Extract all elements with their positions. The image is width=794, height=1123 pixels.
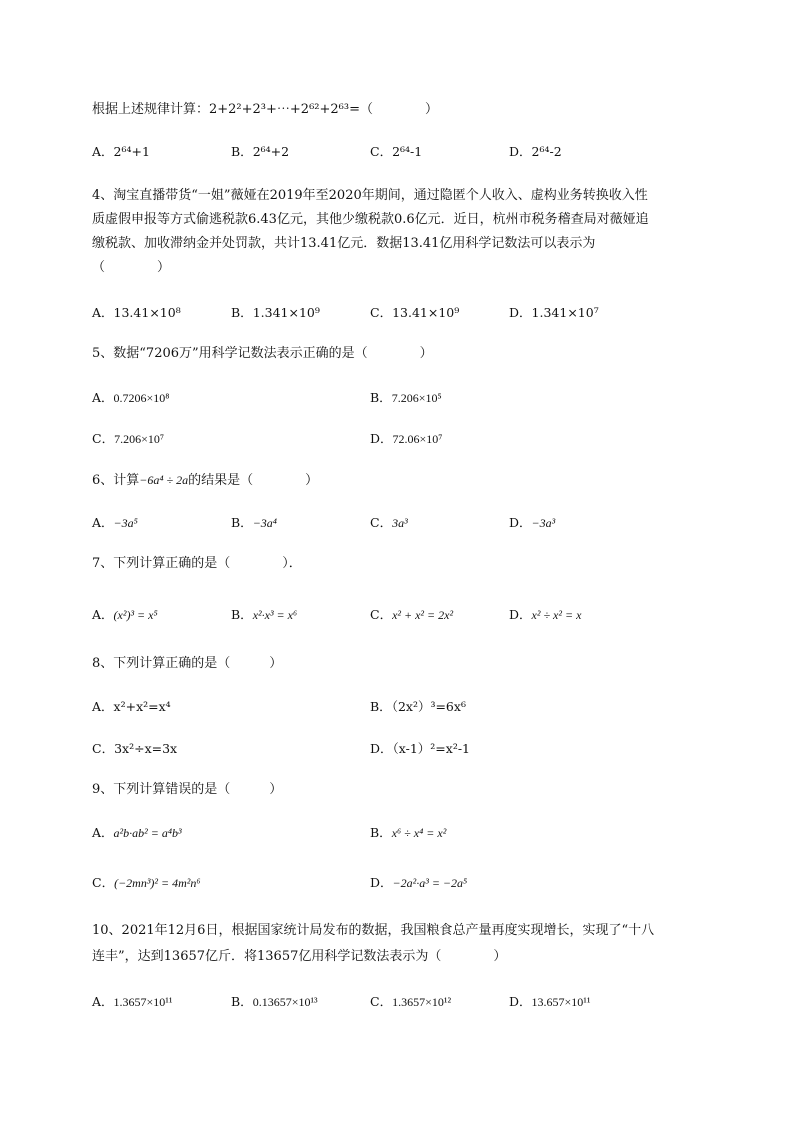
- option-label: B．: [370, 390, 392, 405]
- q7-stem: 7、下列计算正确的是（ ）．: [92, 556, 302, 571]
- q5-option-d[interactable]: [370, 429, 442, 449]
- option-text: 13.41×10⁹: [392, 305, 460, 320]
- q7-option-d[interactable]: [509, 605, 581, 625]
- option-label: A．: [92, 825, 114, 840]
- option-label: C．: [92, 741, 115, 756]
- option-label: C．: [92, 431, 115, 446]
- option-text: 3a³: [392, 516, 408, 530]
- option-text: x² + x² = 2x²: [392, 608, 454, 622]
- option-label: B．: [231, 305, 253, 320]
- q7-option-a[interactable]: [92, 605, 158, 625]
- stem-formula: −6a⁴ ÷ 2a: [139, 473, 189, 487]
- q4-stem-line-3: 缴税款、加收滞纳金并处罚款，共计13.41亿元．数据13.41亿用科学记数法可以表示为: [92, 236, 596, 251]
- option-label: C．: [370, 305, 393, 320]
- q4-option-b[interactable]: [231, 303, 320, 323]
- q5-option-a[interactable]: [92, 388, 169, 408]
- q4-stem-line-2: 质虚假申报等方式偷逃税款6.43亿元，其他少缴税款0.6亿元．近日，杭州市税务稽查局对薇娅追: [92, 212, 649, 227]
- option-label: A．: [92, 699, 114, 714]
- option-text: x⁶ ÷ x⁴ = x²: [391, 826, 447, 840]
- q10-option-b[interactable]: [231, 992, 318, 1012]
- q8-option-c[interactable]: [92, 739, 177, 759]
- q4-option-c[interactable]: [370, 303, 459, 323]
- option-label: C．: [370, 144, 393, 159]
- option-text: 1.3657×10¹²: [392, 995, 452, 1009]
- option-text: 1.341×10⁹: [252, 305, 320, 320]
- q7-option-c[interactable]: [370, 605, 453, 625]
- option-text: x² ÷ x² = x: [531, 608, 582, 622]
- option-label: A．: [92, 994, 114, 1009]
- q9-stem: 9、下列计算错误的是（ ）: [92, 782, 283, 797]
- q3-option-c[interactable]: [370, 142, 422, 162]
- q6-option-c[interactable]: [370, 513, 408, 533]
- option-label: A．: [92, 305, 114, 320]
- option-label: D．: [509, 305, 532, 320]
- q6-option-d[interactable]: [509, 513, 555, 533]
- stem-text: 6、计算: [92, 473, 140, 488]
- q9-option-b[interactable]: [370, 823, 446, 843]
- option-label: A．: [92, 515, 114, 530]
- option-label: D．: [509, 515, 532, 530]
- option-text: 7.206×10⁷: [114, 432, 165, 446]
- q3-option-a[interactable]: [92, 142, 150, 162]
- q5-option-b[interactable]: [370, 388, 442, 408]
- option-text: 7.206×10⁵: [391, 391, 442, 405]
- option-label: A．: [92, 144, 114, 159]
- option-label: C．: [370, 607, 393, 622]
- option-label: D．: [370, 741, 393, 756]
- q4-stem-line-1: 4、淘宝直播带货“一姐”薇娅在2019年至2020年期间，通过隐匿个人收入、虚构业务转换收入性: [92, 188, 648, 203]
- option-label: C．: [92, 875, 115, 890]
- option-text: −2a²·a³ = −2a⁵: [392, 876, 468, 890]
- option-text: 2⁶⁴-1: [392, 144, 423, 159]
- option-text: x²+x²=x⁴: [113, 699, 171, 714]
- option-text: 2⁶⁴-2: [531, 144, 562, 159]
- option-text: −3a⁵: [113, 516, 138, 530]
- option-label: B．: [231, 515, 253, 530]
- option-text: 3x²÷x=3x: [114, 741, 178, 756]
- option-text: 2⁶⁴+2: [252, 144, 290, 159]
- option-label: D．: [509, 144, 532, 159]
- option-label: D．: [370, 875, 393, 890]
- option-label: A．: [92, 390, 114, 405]
- q3-stem: 根据上述规律计算：2+2²+2³+⋯+2⁶²+2⁶³=（ ）: [92, 102, 438, 117]
- q5-stem: 5、数据“7206万”用科学记数法表示正确的是（ ）: [92, 346, 433, 361]
- option-text: （x-1）²=x²-1: [392, 741, 471, 756]
- q4-option-a[interactable]: [92, 303, 181, 323]
- q6-stem: [92, 470, 318, 491]
- option-text: −3a⁴: [252, 516, 277, 530]
- option-text: (−2mn³)² = 4m²n⁶: [114, 876, 201, 890]
- q10-option-c[interactable]: [370, 992, 451, 1012]
- option-label: B．: [231, 144, 253, 159]
- q3-option-d[interactable]: [509, 142, 562, 162]
- q4-option-d[interactable]: [509, 303, 599, 323]
- option-label: D．: [509, 607, 532, 622]
- q6-option-a[interactable]: [92, 513, 138, 533]
- q5-option-c[interactable]: [92, 429, 164, 449]
- q10-option-d[interactable]: [509, 992, 591, 1012]
- option-text: 0.13657×10¹³: [252, 995, 318, 1009]
- option-label: A．: [92, 607, 114, 622]
- q3-option-b[interactable]: [231, 142, 289, 162]
- q7-option-b[interactable]: [231, 605, 297, 625]
- option-label: B．: [370, 825, 392, 840]
- option-text: (x²)³ = x⁵: [113, 608, 158, 622]
- option-text: 72.06×10⁷: [392, 432, 443, 446]
- option-text: −3a³: [531, 516, 556, 530]
- option-text: 13.41×10⁸: [113, 305, 181, 320]
- option-label: B．: [231, 994, 253, 1009]
- q8-stem: 8、下列计算正确的是（ ）: [92, 656, 283, 671]
- option-text: a²b·ab² = a⁴b³: [113, 826, 182, 840]
- q8-option-a[interactable]: [92, 697, 171, 717]
- q9-option-d[interactable]: [370, 873, 467, 893]
- option-label: B．: [370, 699, 392, 714]
- option-text: x²·x³ = x⁶: [252, 608, 298, 622]
- option-text: 1.3657×10¹¹: [113, 995, 173, 1009]
- option-text: 0.7206×10⁸: [113, 391, 170, 405]
- stem-text: 的结果是（ ）: [188, 473, 319, 488]
- q10-option-a[interactable]: [92, 992, 173, 1012]
- q10-stem-line-1: 10、2021年12月6日，根据国家统计局发布的数据，我国粮食总产量再度实现增长，实现了“十八: [92, 923, 655, 938]
- q8-option-d[interactable]: [370, 739, 470, 759]
- option-label: D．: [509, 994, 532, 1009]
- option-text: 1.341×10⁷: [531, 305, 599, 320]
- q4-stem-line-4: （ ）: [92, 260, 171, 275]
- option-label: C．: [370, 994, 393, 1009]
- option-text: （2x²）³=6x⁶: [391, 699, 466, 714]
- q10-stem-line-2: 连丰”，达到13657亿斤．将13657亿用科学记数法表示为（ ）: [92, 949, 507, 964]
- q9-option-a[interactable]: [92, 823, 182, 843]
- option-label: D．: [370, 431, 393, 446]
- option-text: 2⁶⁴+1: [113, 144, 150, 159]
- q8-option-b[interactable]: [370, 697, 466, 717]
- q6-option-b[interactable]: [231, 513, 277, 533]
- option-text: 13.657×10¹¹: [531, 995, 591, 1009]
- option-label: B．: [231, 607, 253, 622]
- q9-option-c[interactable]: [92, 873, 201, 893]
- option-label: C．: [370, 515, 393, 530]
